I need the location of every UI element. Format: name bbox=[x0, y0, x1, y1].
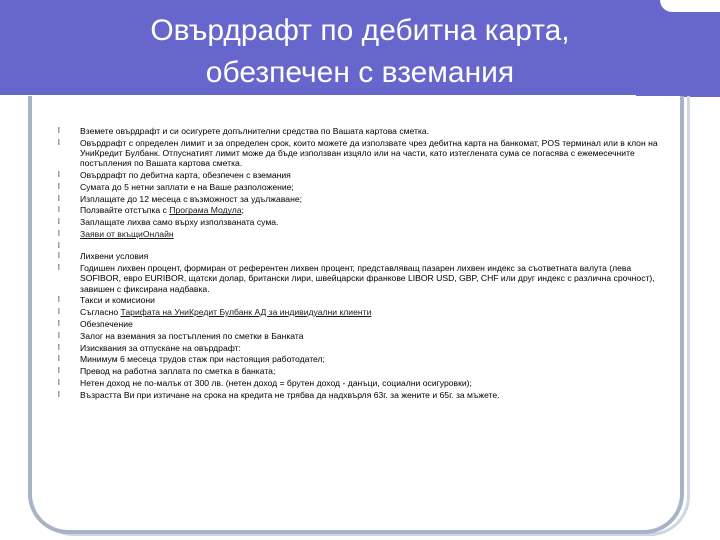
bullet-icon: l bbox=[58, 330, 60, 340]
list-item bbox=[58, 138, 658, 169]
item-text: Годишен лихвен процент, формиран от референтен лихвен процент, представляващ пазарен лихвен индекс за съответната валута (лева SOFIBOR, евро EURIBOR, щатски долар, британски лири, швейцарски франкове LIBOR USD, GBP, CHF или друг индекс с различна срочност), завишен с фиксирана надбавка. bbox=[80, 263, 655, 294]
list-item bbox=[58, 170, 658, 180]
list-item bbox=[58, 366, 658, 376]
bullet-icon: l bbox=[58, 251, 60, 261]
bullet-icon: l bbox=[58, 217, 60, 227]
modula-program-link[interactable]: Програма Модула bbox=[169, 205, 242, 216]
bullet-icon: l bbox=[58, 377, 60, 387]
list-item bbox=[58, 194, 658, 204]
list-item-empty bbox=[58, 241, 658, 250]
list-item bbox=[58, 182, 658, 192]
item-text: Изплащате до 12 месеца с възможност за удължаване; bbox=[80, 193, 302, 204]
item-text: Ползвайте отстъпка с bbox=[80, 205, 170, 216]
bullet-icon: l bbox=[58, 137, 60, 147]
bullet-icon: l bbox=[58, 318, 60, 328]
item-text: Сумата до 5 нетни заплати е на Ваше разположение; bbox=[80, 181, 294, 192]
bullet-icon: l bbox=[58, 366, 60, 376]
list-item bbox=[58, 354, 658, 364]
item-text: Изисквания за отпускане на овърдрафт: bbox=[80, 342, 241, 353]
bullet-list bbox=[58, 126, 658, 402]
item-text: Минимум 6 месеца трудов стаж при настоящия работодател; bbox=[80, 354, 325, 365]
list-item bbox=[58, 331, 658, 341]
bullet-icon: l bbox=[58, 295, 60, 305]
item-text: Превод на работна заплата по сметка в банката; bbox=[80, 366, 276, 377]
bullet-icon: l bbox=[58, 228, 60, 238]
item-text: Нетен доход не по-малък от 300 лв. (нетен доход = брутен доход - данъци, социални осигуровки); bbox=[80, 377, 472, 388]
list-item bbox=[58, 295, 658, 305]
bullet-icon: l bbox=[58, 181, 60, 191]
item-text: Овърдрафт по дебитна карта, обезпечен с вземания bbox=[80, 170, 291, 180]
title-line-2: обезпечен с вземания bbox=[205, 56, 515, 89]
list-item bbox=[58, 319, 658, 329]
item-text: Заплащате лихва само върху използваната сума. bbox=[80, 217, 279, 228]
bullet-icon: l bbox=[58, 205, 60, 215]
list-item bbox=[58, 229, 658, 239]
bullet-icon: l bbox=[58, 354, 60, 364]
apply-from-home-link[interactable]: Заяви от вкъщи bbox=[80, 228, 143, 239]
title-line-1: Овърдрафт по дебитна карта, bbox=[150, 14, 570, 47]
list-item bbox=[58, 390, 658, 400]
slide-title bbox=[0, 10, 720, 94]
bullet-icon: l bbox=[58, 170, 60, 179]
bullet-icon: l bbox=[58, 240, 60, 250]
bullet-icon: l bbox=[58, 389, 60, 399]
bullet-icon: l bbox=[58, 263, 60, 273]
item-text: Възрастта Ви при изтичане на срока на кредита не трябва да надхвърля 63г. за жените и 65г. за мъжете. bbox=[80, 389, 500, 400]
item-text: Залог на вземания за постъпления по сметки в Банката bbox=[80, 330, 304, 341]
list-item bbox=[58, 205, 658, 215]
list-item bbox=[58, 263, 658, 294]
bullet-icon: l bbox=[58, 307, 60, 317]
item-text: Овърдрафт с определен лимит и за определен срок, които можете да използвате чрез дебитна карта на банкомат, POS терминал или в клон на УниКредит Булбанк. Отпуснатият лимит може да бъде използван изцяло или на части, като изтеглената сума се погасява с ежемесечните постъпления по Вашата картова сметка. bbox=[80, 137, 658, 169]
bullet-icon: l bbox=[58, 126, 60, 135]
list-item bbox=[58, 217, 658, 227]
title-banner bbox=[0, 0, 720, 97]
list-item bbox=[58, 378, 658, 388]
item-text: ; bbox=[241, 205, 244, 216]
online-link[interactable]: Онлайн bbox=[142, 228, 174, 239]
item-text: Обезпечение bbox=[80, 318, 133, 329]
bullet-icon: l bbox=[58, 342, 60, 352]
list-item bbox=[58, 126, 658, 136]
item-text: Такси и комисиони bbox=[80, 295, 155, 306]
list-item bbox=[58, 343, 658, 353]
list-item bbox=[58, 251, 658, 261]
bullet-icon: l bbox=[58, 193, 60, 203]
item-text: Лихвени условия bbox=[80, 251, 149, 262]
list-item bbox=[58, 307, 658, 317]
item-text: Вземете овърдрафт и си осигурете допълнителни средства по Вашата картова сметка. bbox=[80, 126, 430, 136]
item-text: Съгласно bbox=[80, 307, 121, 318]
tariff-link[interactable]: Тарифата на УниКредит Булбанк АД за индивидуални клиенти bbox=[120, 307, 372, 318]
